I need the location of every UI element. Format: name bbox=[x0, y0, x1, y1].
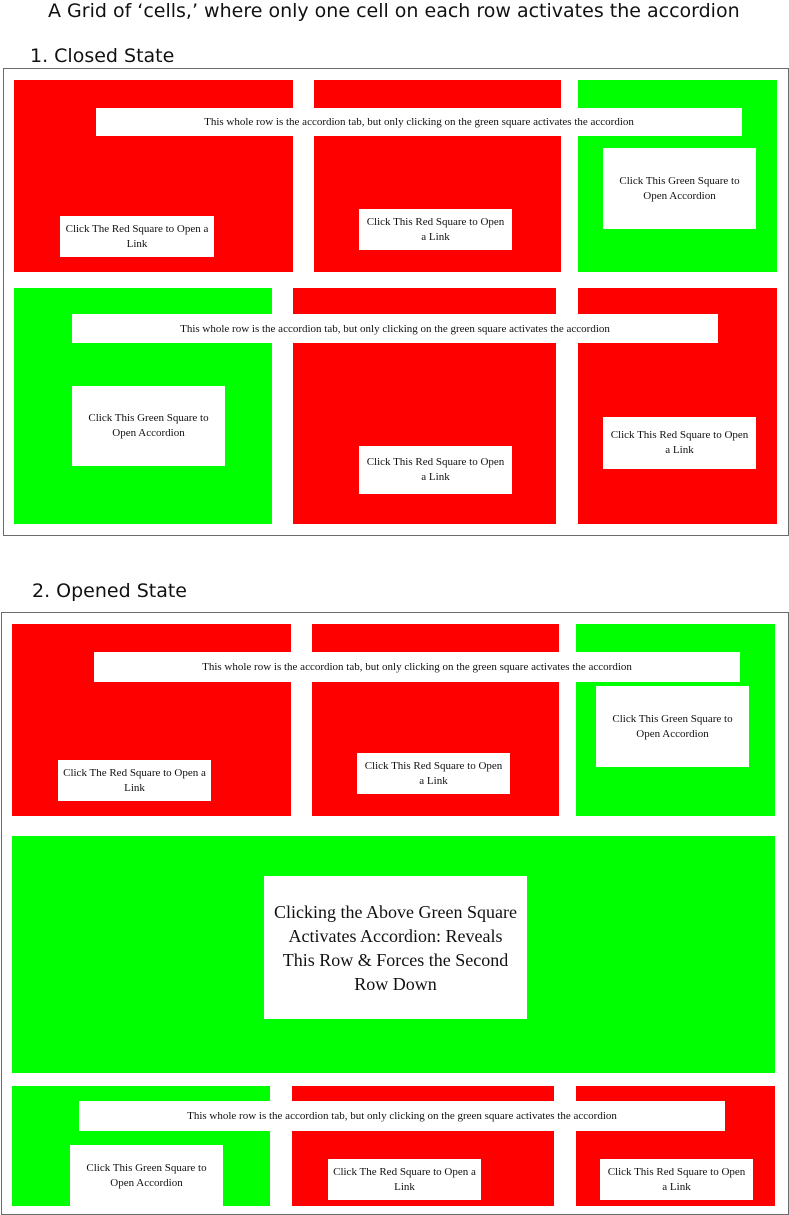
accordion-panel-label: Clicking the Above Green Square Activates Accordion: Reveals This Row & Forces the Second Row Down bbox=[264, 876, 527, 1019]
opened-state-frame bbox=[1, 612, 789, 1215]
closed-row2-accordion-tab-label: This whole row is the accordion tab, but only clicking on the green square activates the accordion bbox=[72, 314, 718, 343]
opened-row2-cell-1-label: Click This Green Square to Open Accordion bbox=[70, 1145, 223, 1206]
closed-row2-cell-3-label: Click This Red Square to Open a Link bbox=[603, 417, 756, 469]
closed-state-frame bbox=[3, 68, 789, 536]
opened-row1-accordion-tab-label: This whole row is the accordion tab, but only clicking on the green square activates the accordion bbox=[94, 652, 740, 682]
closed-row2-cell-1-label: Click This Green Square to Open Accordion bbox=[72, 386, 225, 466]
page-title: A Grid of ‘cells,’ where only one cell on each row activates the accordion bbox=[48, 0, 740, 22]
opened-row2-cell-3-label: Click This Red Square to Open a Link bbox=[600, 1159, 753, 1200]
closed-row1-cell-3-label: Click This Green Square to Open Accordion bbox=[603, 148, 756, 229]
opened-row2-cell-2-label: Click The Red Square to Open a Link bbox=[328, 1159, 481, 1200]
closed-row1-accordion-tab-label: This whole row is the accordion tab, but only clicking on the green square activates the accordion bbox=[96, 108, 742, 136]
opened-row1-cell-1-label: Click The Red Square to Open a Link bbox=[58, 760, 211, 801]
closed-row1-cell-2-label: Click This Red Square to Open a Link bbox=[359, 209, 512, 250]
opened-row1-cell-3-label: Click This Green Square to Open Accordion bbox=[596, 686, 749, 767]
opened-state-heading: 2. Opened State bbox=[32, 580, 187, 602]
opened-row1-cell-2-label: Click This Red Square to Open a Link bbox=[357, 753, 510, 794]
closed-row1-cell-1-label: Click The Red Square to Open a Link bbox=[60, 216, 214, 257]
closed-state-heading: 1. Closed State bbox=[30, 45, 175, 67]
closed-row2-cell-2-label: Click This Red Square to Open a Link bbox=[359, 446, 512, 494]
opened-row2-accordion-tab-label: This whole row is the accordion tab, but only clicking on the green square activates the accordion bbox=[79, 1101, 725, 1131]
